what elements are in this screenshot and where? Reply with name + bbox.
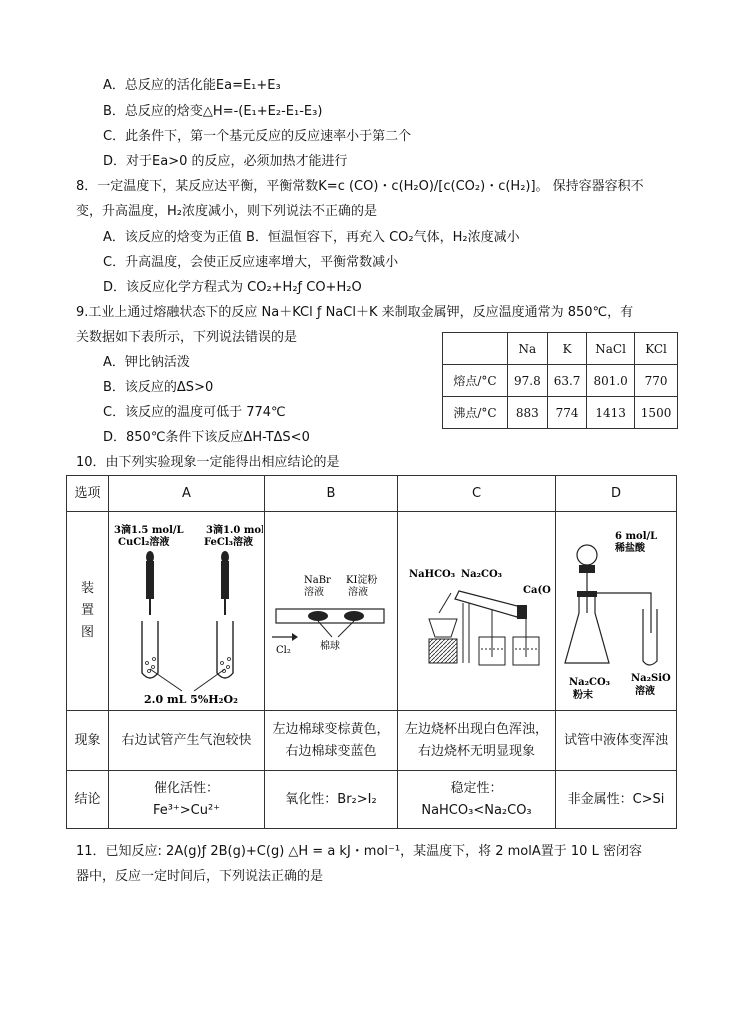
table-row	[67, 512, 677, 711]
svg-text:Na₂CO₃: Na₂CO₃	[461, 569, 503, 580]
conclusion-b: 氧化性：Br₂>I₂	[265, 771, 398, 829]
svg-text:溶液: 溶液	[635, 686, 655, 697]
apparatus-b	[265, 512, 398, 711]
q9-option-c: C．该反应的温度可低于 774℃	[103, 405, 286, 420]
table-cell: 沸点/°C	[443, 397, 508, 429]
q7-option-c: C．此条件下，第一个基元反应的反应速率小于第二个	[103, 129, 412, 144]
svg-text:棉球: 棉球	[320, 641, 340, 652]
q11-stem-1: 11．已知反应: 2A(g)ƒ 2B(g)+C(g) △H = a kJ・mol⁻¹，某温度下，将 2 molA置于 10 L 密闭容	[76, 844, 642, 859]
heating-diagram	[399, 513, 554, 709]
phenomenon-b: 左边棉球变棕黄色，右边棉球变蓝色	[265, 711, 398, 771]
table-cell: 770	[634, 365, 678, 397]
q8-stem-2: 变，升高温度，H₂浓度减小，则下列说法不正确的是	[76, 204, 377, 219]
apparatus-c	[398, 512, 556, 711]
q7-option-b: B．总反应的焓变△H=-(E₁+E₂-E₁-E₃)	[103, 104, 323, 119]
apparatus-d	[556, 512, 677, 711]
svg-text:2.0 mL 5%H₂O₂: 2.0 mL 5%H₂O₂	[144, 693, 238, 706]
svg-text:KI淀粉: KI淀粉	[346, 575, 378, 586]
phenomenon-d: 试管中液体变浑浊	[556, 711, 677, 771]
table-row	[443, 365, 678, 397]
svg-text:Na₂SiO: Na₂SiO	[631, 673, 671, 684]
table-row	[443, 333, 678, 365]
q7-option-d: D．对于Ea>0 的反应，必须加热才能进行	[103, 154, 348, 169]
table-cell: 1413	[587, 397, 634, 429]
svg-text:3滴1.5 mol/L: 3滴1.5 mol/L	[114, 525, 184, 536]
svg-text:溶液: 溶液	[348, 587, 368, 598]
header-cell: C	[398, 476, 556, 512]
table-cell: 63.7	[547, 365, 587, 397]
header-cell: 选项	[67, 476, 109, 512]
q9-stem-2: 关数据如下表所示，下列说法错误的是	[76, 330, 298, 345]
table-cell: NaCl	[587, 333, 634, 365]
header-cell: B	[265, 476, 398, 512]
table-row	[67, 476, 677, 512]
row-label-apparatus: 装置图	[67, 512, 109, 711]
conclusion-c: 稳定性：NaHCO₃<Na₂CO₃	[398, 771, 556, 829]
svg-text:NaBr: NaBr	[304, 575, 331, 586]
table-cell: 883	[508, 397, 548, 429]
svg-text:Na₂CO₃: Na₂CO₃	[569, 677, 611, 688]
test-tubes-diagram	[110, 513, 263, 709]
conclusion-d: 非金属性：C>Si	[556, 771, 677, 829]
table-row	[443, 397, 678, 429]
q9-stem-1: 9.工业上通过熔融状态下的反应 Na＋KCl ƒ NaCl＋K 来制取金属钾，反应温度通常为 850℃，有	[76, 305, 634, 320]
svg-text:NaHCO₃: NaHCO₃	[409, 569, 456, 580]
header-cell: A	[109, 476, 265, 512]
q8-option-c: C．升高温度，会使正反应速率增大，平衡常数减小	[103, 255, 399, 270]
svg-text:Ca(O: Ca(O	[523, 585, 551, 596]
svg-text:Cl₂: Cl₂	[276, 645, 291, 656]
q9-option-a: A．钾比钠活泼	[103, 355, 190, 370]
q8-option-ab: A．该反应的焓变为正值 B．恒温恒容下，再充入 CO₂气体，H₂浓度减小	[103, 230, 520, 245]
header-cell: D	[556, 476, 677, 512]
table-cell	[443, 333, 508, 365]
q10-stem: 10．由下列实验现象一定能得出相应结论的是	[76, 455, 340, 470]
svg-text:粉末: 粉末	[573, 690, 593, 701]
table-cell: K	[547, 333, 587, 365]
table-cell: KCl	[634, 333, 678, 365]
conclusion-a: 催化活性：Fe³⁺>Cu²⁺	[109, 771, 265, 829]
phenomenon-a: 右边试管产生气泡较快	[109, 711, 265, 771]
table-cell: 97.8	[508, 365, 548, 397]
glass-tube-diagram	[266, 513, 396, 709]
svg-text:6 mol/L: 6 mol/L	[615, 531, 658, 542]
table-cell: 1500	[634, 397, 678, 429]
svg-text:FeCl₃溶液: FeCl₃溶液	[204, 537, 254, 548]
row-label-phenomenon: 现象	[67, 711, 109, 771]
q11-stem-2: 器中，反应一定时间后，下列说法正确的是	[76, 869, 324, 884]
table-row	[67, 711, 677, 771]
table-cell: 熔点/°C	[443, 365, 508, 397]
table-cell: 801.0	[587, 365, 634, 397]
table-cell: Na	[508, 333, 548, 365]
phenomenon-c: 左边烧杯出现白色浑浊，右边烧杯无明显现象	[398, 711, 556, 771]
row-label-conclusion: 结论	[67, 771, 109, 829]
svg-text:CuCl₂溶液: CuCl₂溶液	[118, 537, 170, 548]
svg-text:3滴1.0 mol: 3滴1.0 mol	[206, 525, 263, 536]
svg-text:稀盐酸: 稀盐酸	[615, 543, 645, 554]
q8-option-d: D．该反应化学方程式为 CO₂+H₂ƒ CO+H₂O	[103, 280, 362, 295]
q10-experiment-table	[66, 475, 677, 829]
q7-option-a: A．总反应的活化能Ea=E₁+E₃	[103, 78, 281, 93]
q9-properties-table	[442, 332, 678, 429]
svg-text:溶液: 溶液	[304, 587, 324, 598]
table-row	[67, 771, 677, 829]
q9-option-d: D．850℃条件下该反应ΔH-TΔS<0	[103, 430, 310, 445]
q8-stem-1: 8．一定温度下，某反应达平衡，平衡常数K=c (CO)・c(H₂O)/[c(CO₂)・c(H₂)]。 保持容器容积不	[76, 179, 644, 194]
q9-option-b: B．该反应的ΔS>0	[103, 380, 214, 395]
apparatus-a	[109, 512, 265, 711]
flask-diagram	[557, 513, 675, 709]
table-cell: 774	[547, 397, 587, 429]
